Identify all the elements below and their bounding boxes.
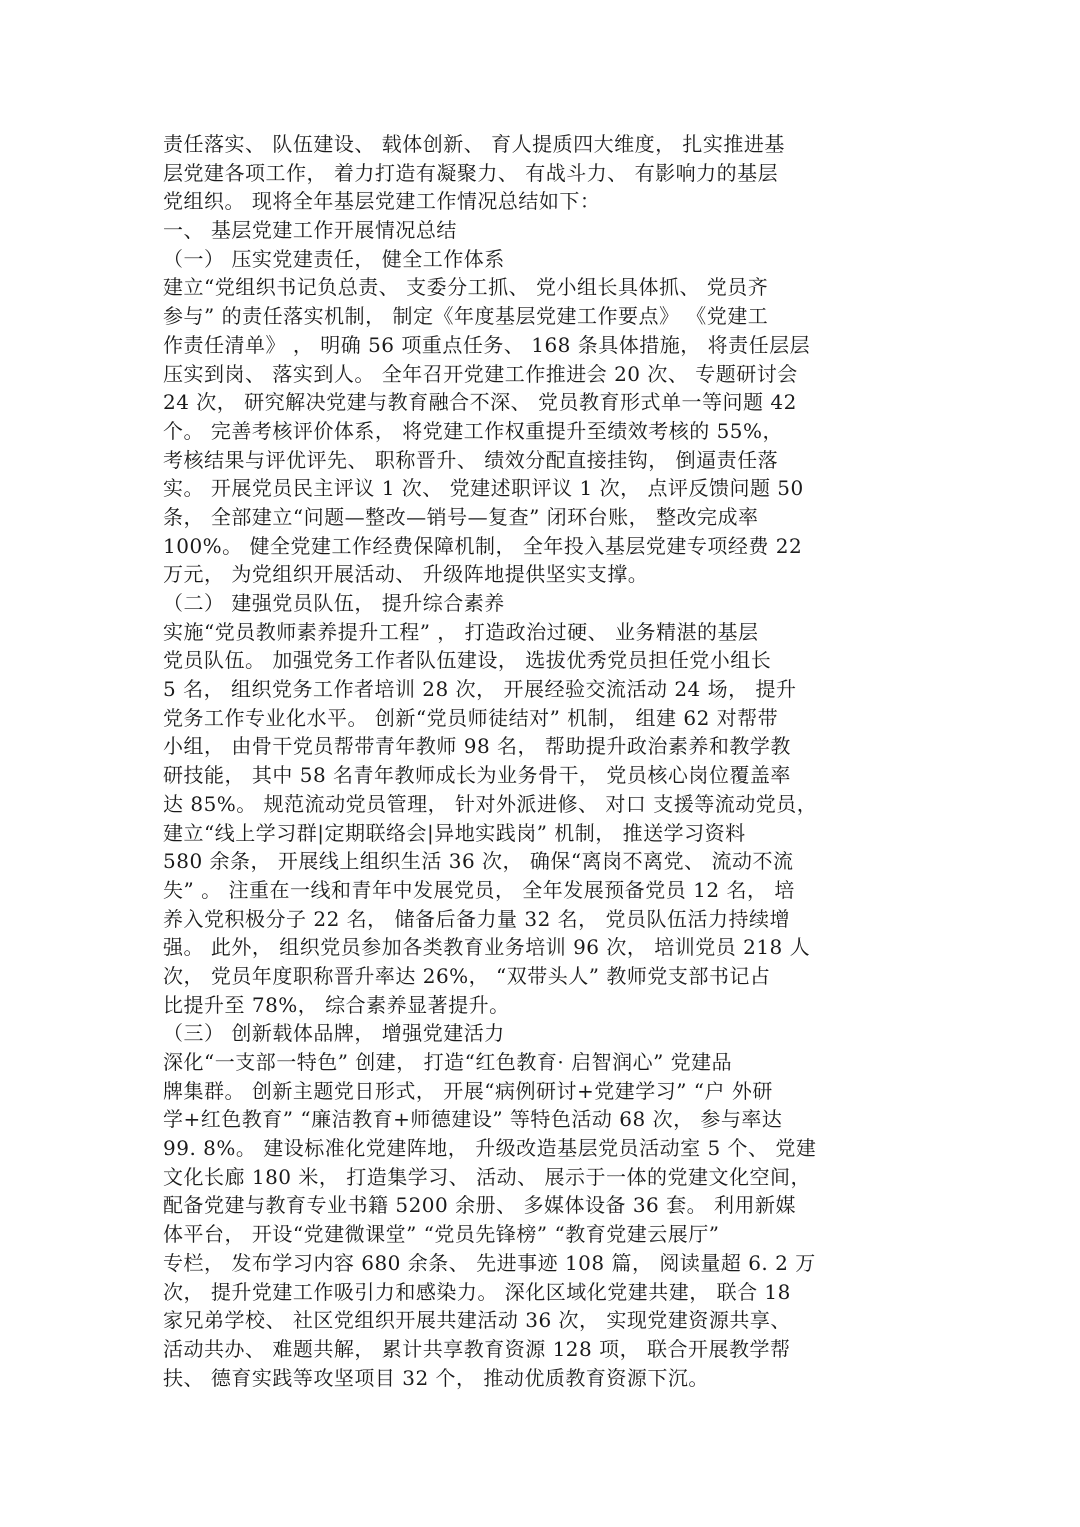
text-line: 层党建各项工作， 着力打造有凝聚力、 有战斗力、 有影响力的基层 xyxy=(163,160,779,185)
text-line: 次， 提升党建工作吸引力和感染力。 深化区域化党建共建， 联合 18 xyxy=(163,1279,791,1304)
text-line: 比提升至 78%， 综合素养显著提升。 xyxy=(163,992,510,1017)
text-line: 99. 8%。 建设标准化党建阵地， 升级改造基层党员活动室 5 个、 党建 xyxy=(163,1136,817,1161)
text-line: 建立“党组织书记负总责、 支委分工抓、 党小组长具体抓、 党员齐 xyxy=(163,275,769,300)
text-line: 配备党建与教育专业书籍 5200 余册、 多媒体设备 36 套。 利用新媒 xyxy=(163,1193,796,1218)
text-line: 责任落实、 队伍建设、 载体创新、 育人提质四大维度， 扎实推进基 xyxy=(163,132,785,156)
text-line: 580 余条， 开展线上组织生活 36 次， 确保“离岗不离党、 流动不流 xyxy=(163,849,794,874)
text-line: 达 85%。 规范流动党员管理， 针对外派进修、 对口 支援等流动党员， xyxy=(163,791,818,816)
text-line: 活动共办、 难题共解， 累计共享教育资源 128 项， 联合开展教学帮 xyxy=(163,1336,791,1361)
text-line: 体平台， 开设“党建微课堂” “党员先锋榜” “教育党建云展厅” xyxy=(163,1222,720,1247)
text-line: 作责任清单》 ， 明确 56 项重点任务、 168 条具体措施， 将责任层层 xyxy=(163,332,811,357)
text-line: 万元， 为党组织开展活动、 升级阵地提供坚实支撑。 xyxy=(163,562,649,587)
text-line: 深化“一支部一特色” 创建， 打造“红色教育· 启智润心” 党建品 xyxy=(163,1050,733,1074)
text-line: 党务工作专业化水平。 创新“党员师徒结对” 机制， 组建 62 对帮带 xyxy=(163,705,779,730)
text-line: 24 次， 研究解决党建与教育融合不深、 党员教育形式单一等问题 42 xyxy=(163,390,797,415)
text-line: 一、 基层党建工作开展情况总结 xyxy=(163,218,457,243)
text-line: 100%。 健全党建工作经费保障机制， 全年投入基层党建专项经费 22 xyxy=(163,533,803,558)
text-line: 党组织。 现将全年基层党建工作情况总结如下： xyxy=(163,189,601,214)
text-line: 条， 全部建立“问题—整改—销号—复查” 闭环台账， 整改完成率 xyxy=(163,504,759,529)
text-line: （一） 压实党建责任， 健全工作体系 xyxy=(163,246,505,271)
text-line: 家兄弟学校、 社区党组织开展共建活动 36 次， 实现党建资源共享、 xyxy=(163,1308,791,1333)
text-line: 个。 完善考核评价体系， 将党建工作权重提升至绩效考核的 55%， xyxy=(163,418,784,443)
text-line: 牌集群。 创新主题党日形式， 开展“病例研讨+党建学习” “户 外研 xyxy=(163,1078,773,1103)
text-line: （二） 建强党员队伍， 提升综合素养 xyxy=(163,591,505,615)
text-line: 党员队伍。 加强党务工作者队伍建设， 选拔优秀党员担任党小组长 xyxy=(163,648,772,673)
text-line: 文化长廊 180 米， 打造集学习、 活动、 展示于一体的党建文化空间， xyxy=(163,1164,811,1189)
document-body xyxy=(163,130,923,1392)
text-line: 小组， 由骨干党员帮带青年教师 98 名， 帮助提升政治素养和教学教 xyxy=(163,734,791,759)
text-line: 强。 此外， 组织党员参加各类教育业务培训 96 次， 培训党员 218 人 xyxy=(163,935,811,960)
text-line: 次， 党员年度职称晋升率达 26%， “双带头人” 教师党支部书记占 xyxy=(163,963,771,988)
text-line: 研技能， 其中 58 名青年教师成长为业务骨干， 党员核心岗位覆盖率 xyxy=(163,763,791,788)
text-line: 实。 开展党员民主评议 1 次、 党建述职评议 1 次， 点评反馈问题 50 xyxy=(163,476,804,501)
text-line: 失” 。 注重在一线和青年中发展党员， 全年发展预备党员 12 名， 培 xyxy=(163,877,795,902)
text-line: 5 名， 组织党务工作者培训 28 次， 开展经验交流活动 24 场， 提升 xyxy=(163,677,797,702)
text-line: 养入党积极分子 22 名， 储备后备力量 32 名， 党员队伍活力持续增 xyxy=(163,906,791,931)
text-line: 建立“线上学习群|定期联络会|异地实践岗” 机制， 推送学习资料 xyxy=(163,820,746,845)
text-line: 实施“党员教师素养提升工程” ， 打造政治过硬、 业务精湛的基层 xyxy=(163,619,759,644)
text-line: 压实到岗、 落实到人。 全年召开党建工作推进会 20 次、 专题研讨会 xyxy=(163,361,798,386)
text-line: 考核结果与评优评先、 职称晋升、 绩效分配直接挂钩， 倒逼责任落 xyxy=(163,447,779,472)
text-line: （三） 创新载体品牌， 增强党建活力 xyxy=(163,1021,505,1046)
text-line: 专栏， 发布学习内容 680 余条、 先进事迹 108 篇， 阅读量超 6. 2 万 xyxy=(163,1250,816,1275)
text-line: 学+红色教育” “廉洁教育+师德建设” 等特色活动 68 次， 参与率达 xyxy=(163,1107,783,1132)
text-line: 参与” 的责任落实机制， 制定《年度基层党建工作要点》 《党建工 xyxy=(163,304,769,329)
text-line: 扶、 德育实践等攻坚项目 32 个， 推动优质教育资源下沉。 xyxy=(163,1365,709,1390)
